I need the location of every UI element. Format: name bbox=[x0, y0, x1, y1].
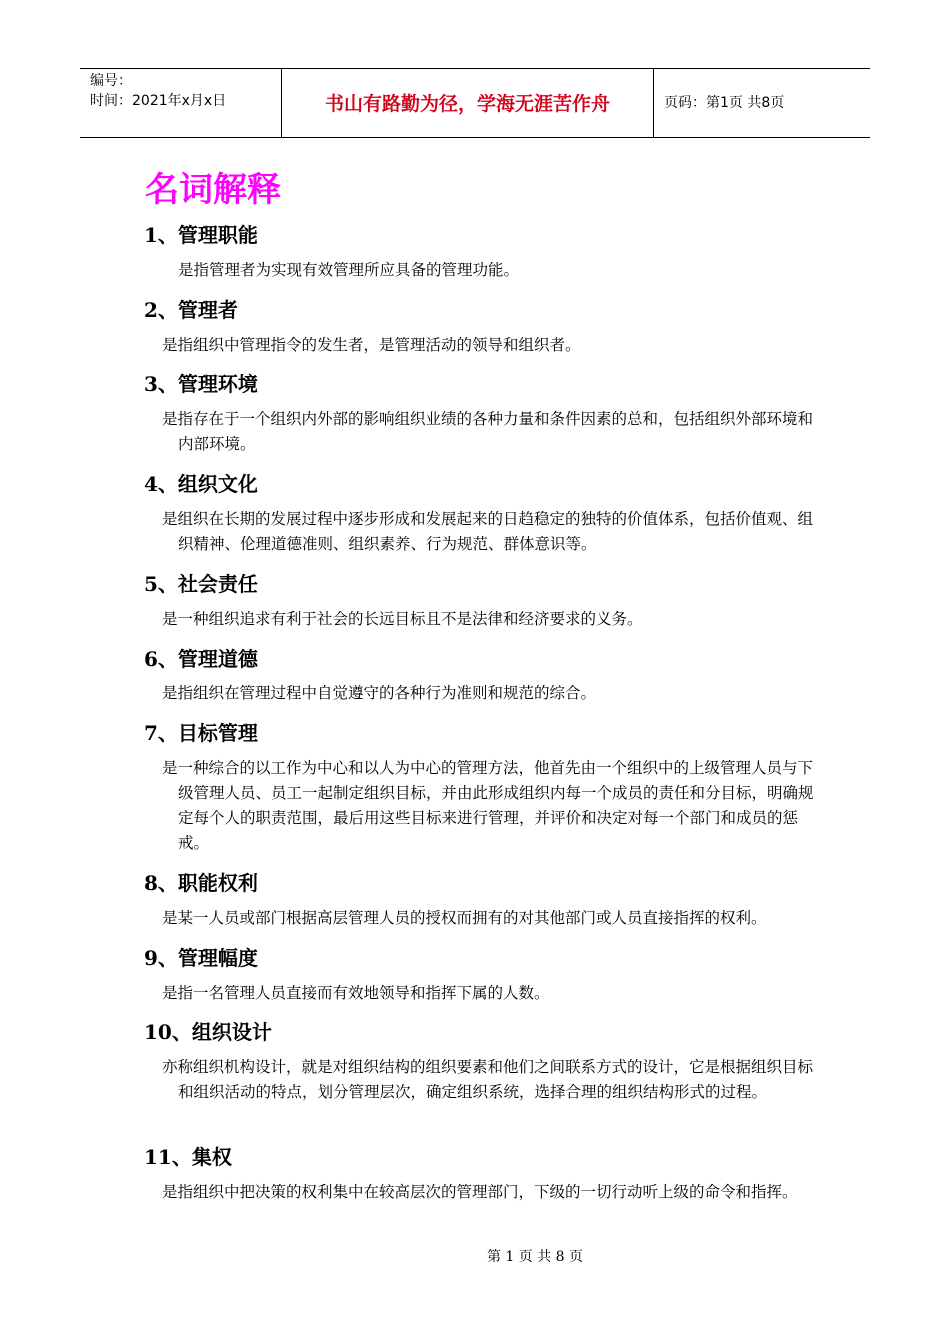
term-heading: 1、管理职能 bbox=[144, 223, 258, 247]
page-header bbox=[80, 68, 870, 138]
header-meta bbox=[80, 69, 282, 137]
term-definition: 亦称组织机构设计，就是对组织结构的组织要素和他们之间联系方式的设计，它是根据组织目标和组织活动的特点，划分管理层次，确定组织系统，选择合理的组织结构形式的过程。 bbox=[162, 1058, 814, 1101]
term-heading: 5、社会责任 bbox=[144, 572, 258, 596]
term-definition: 是组织在长期的发展过程中逐步形成和发展起来的日趋稳定的独特的价值体系，包括价值观、组织精神、伦理道德准则、组织素养、行为规范、群体意识等。 bbox=[162, 510, 814, 553]
term-heading: 9、管理幅度 bbox=[144, 946, 258, 970]
term-heading: 11、集权 bbox=[144, 1145, 232, 1169]
term-heading: 10、组织设计 bbox=[144, 1020, 272, 1044]
header-page-number: 页码：第1页 共8页 bbox=[664, 95, 785, 111]
term-heading: 7、目标管理 bbox=[144, 721, 258, 745]
term-definition: 是一种组织追求有利于社会的长远目标且不是法律和经济要求的义务。 bbox=[162, 610, 643, 628]
page-footer: 第 1 页 共 8 页 bbox=[486, 1249, 584, 1265]
term-heading: 8、职能权利 bbox=[144, 871, 258, 895]
document-date: 时间：2021年x月x日 bbox=[90, 93, 227, 109]
term-definition: 是一种综合的以工作为中心和以人为中心的管理方法，他首先由一个组织中的上级管理人员与下级管理人员、员工一起制定组织目标，并由此形成组织内每一个成员的责任和分目标，明确规定每个人的职责范围，最后用这些目标来进行管理，并评价和决定对每一个部门和成员的惩戒。 bbox=[162, 759, 814, 852]
header-motto: 书山有路勤为径，学海无涯苦作舟 bbox=[282, 69, 654, 137]
page-title: 名词解释 bbox=[145, 170, 281, 210]
term-heading: 3、管理环境 bbox=[144, 372, 258, 396]
term-definition: 是指组织中管理指令的发生者，是管理活动的领导和组织者。 bbox=[162, 336, 581, 354]
term-definition: 是指存在于一个组织内外部的影响组织业绩的各种力量和条件因素的总和，包括组织外部环境和内部环境。 bbox=[162, 410, 814, 453]
term-definition: 是指管理者为实现有效管理所应具备的管理功能。 bbox=[178, 261, 520, 279]
term-definition: 是指一名管理人员直接而有效地领导和指挥下属的人数。 bbox=[162, 984, 550, 1002]
term-definition: 是指组织在管理过程中自觉遵守的各种行为准则和规范的综合。 bbox=[162, 684, 597, 702]
term-heading: 6、管理道德 bbox=[144, 647, 258, 671]
term-heading: 4、组织文化 bbox=[144, 472, 258, 496]
term-definition: 是某一人员或部门根据高层管理人员的授权而拥有的对其他部门或人员直接指挥的权利。 bbox=[162, 909, 767, 927]
term-definition: 是指组织中把决策的权利集中在较高层次的管理部门，下级的一切行动听上级的命令和指挥。 bbox=[162, 1183, 798, 1201]
document-number: 编号： bbox=[90, 73, 132, 89]
term-heading: 2、管理者 bbox=[144, 298, 238, 322]
